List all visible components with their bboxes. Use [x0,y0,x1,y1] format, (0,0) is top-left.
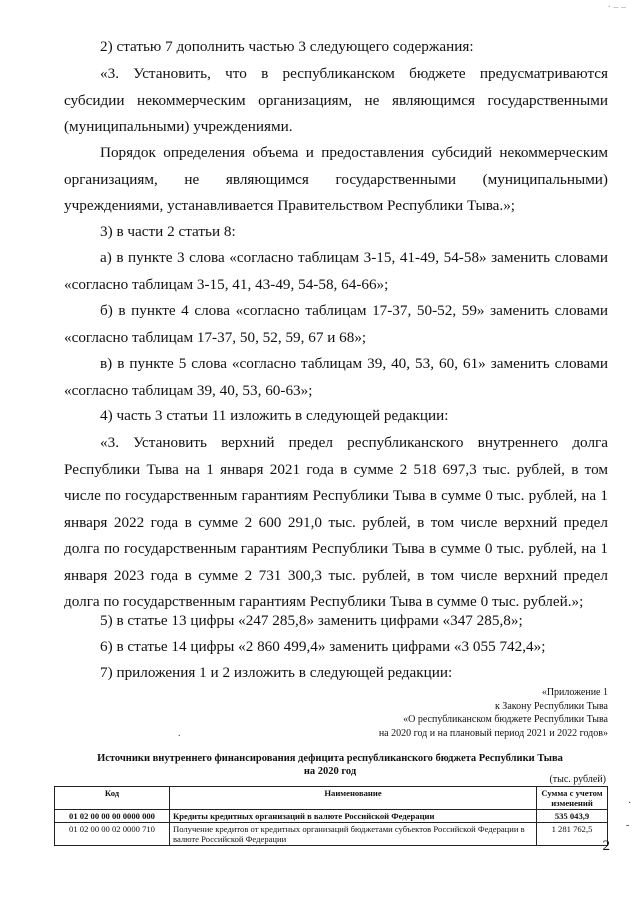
paragraph-3: 3) в части 2 статьи 8: [100,223,236,240]
cell-name: Получение кредитов от кредитных организаций бюджетами субъектов Российской Федерации в валюте Российской Федерации [170,823,537,846]
paragraph-3a: а) в пункте 3 слова «согласно таблицам 3-15, 41-49, 54-58» заменить словами «согласно таблицам 3-15, 41, 43-49, 54-58, 64-66»; [64,249,608,293]
paragraph-3c: в) в пункте 5 слова «согласно таблицам 39, 40, 53, 60, 61» заменить словами «согласно таблицам 39, 40, 53, 60-63»; [64,355,608,399]
scan-dot-icon: . [178,728,181,739]
table-row [55,823,608,846]
paragraph-4-quote: «3. Установить верхний предел республиканского внутреннего долга Республики Тыва на 1 января 2021 года в сумме 2 518 697,3 тыс. рублей, в том числе по государственным гарантиям Республики Тыва в сумме 0 тыс. рублей, на 1 января 2022 года в сумме 2 600 291,0 тыс. рублей, в том числе верхний предел долга по государственным гарантиям Республики Тыва в сумме 0 тыс. рублей, на 1 января 2023 года в сумме 2 731 300,3 тыс. рублей, в том числе верхний предел долга по государственным гарантиям Республики Тыва в сумме 0 тыс. рублей.»; [64,434,608,610]
cell-code: 01 02 00 00 00 0000 000 [55,810,170,823]
appendix-line: на 2020 год и на плановый период 2021 и 2022 годов» [378,727,608,739]
paragraph-5: 5) в статье 13 цифры «247 285,8» заменить цифрами «347 285,8»; [100,612,523,629]
table-row [55,810,608,823]
paragraph-4: 4) часть 3 статьи 11 изложить в следующей редакции: [100,407,449,424]
paragraph-2: 2) статью 7 дополнить частью 3 следующего содержания: [100,38,474,55]
table-title [80,752,580,778]
cell-name: Кредиты кредитных организаций в валюте Российской Федерации [170,810,537,823]
table-title-line: Источники внутреннего финансирования дефицита республиканского бюджета Республики Тыва [97,753,563,764]
appendix-line: к Закону Республики Тыва [494,700,608,712]
header-name: Наименование [170,787,537,810]
table-header-row [55,787,608,810]
units-label: (тыс. рублей) [549,774,606,785]
paragraph-procedure: Порядок определения объема и предоставления субсидий некоммерческим организациям, не являющимся государственными (муниципальными) учреждениями, устанавливается Правительством Республики Тыва.»; [64,144,608,214]
appendix-line: «О республиканском бюджете Республики Тыва [403,714,608,725]
paragraph-6: 6) в статье 14 цифры «2 860 499,4» заменить цифрами «3 055 742,4»; [100,638,546,655]
scan-dot-icon: · [628,798,632,809]
cell-amount: 535 043,9 [537,810,608,823]
appendix-caption [379,686,608,740]
paragraph-7: 7) приложения 1 и 2 изложить в следующей редакции: [100,664,453,681]
page-number: 2 [602,838,610,854]
paragraph-3b: б) в пункте 4 слова «согласно таблицам 17-37, 50-52, 59» заменить словами «согласно таблицам 17-37, 50, 52, 59, 67 и 68»; [64,302,608,346]
header-amount: Сумма с учетом изменений [537,787,608,810]
header-code: Код [55,787,170,810]
paragraph-2-quote: «3. Установить, что в республиканском бюджете предусматриваются субсидии некоммерческим организациям, не являющимся государственными (муниципальными) учреждениями. [64,65,608,135]
cell-code: 01 02 00 00 02 0000 710 [55,823,170,846]
appendix-line: «Приложение 1 [541,687,608,698]
sources-table [54,786,608,846]
scan-artifact-icon: · – – [607,2,626,13]
table-title-line: на 2020 год [303,766,357,777]
scan-dot-icon: - [626,820,630,831]
cell-amount: 1 281 762,5 [537,823,608,846]
